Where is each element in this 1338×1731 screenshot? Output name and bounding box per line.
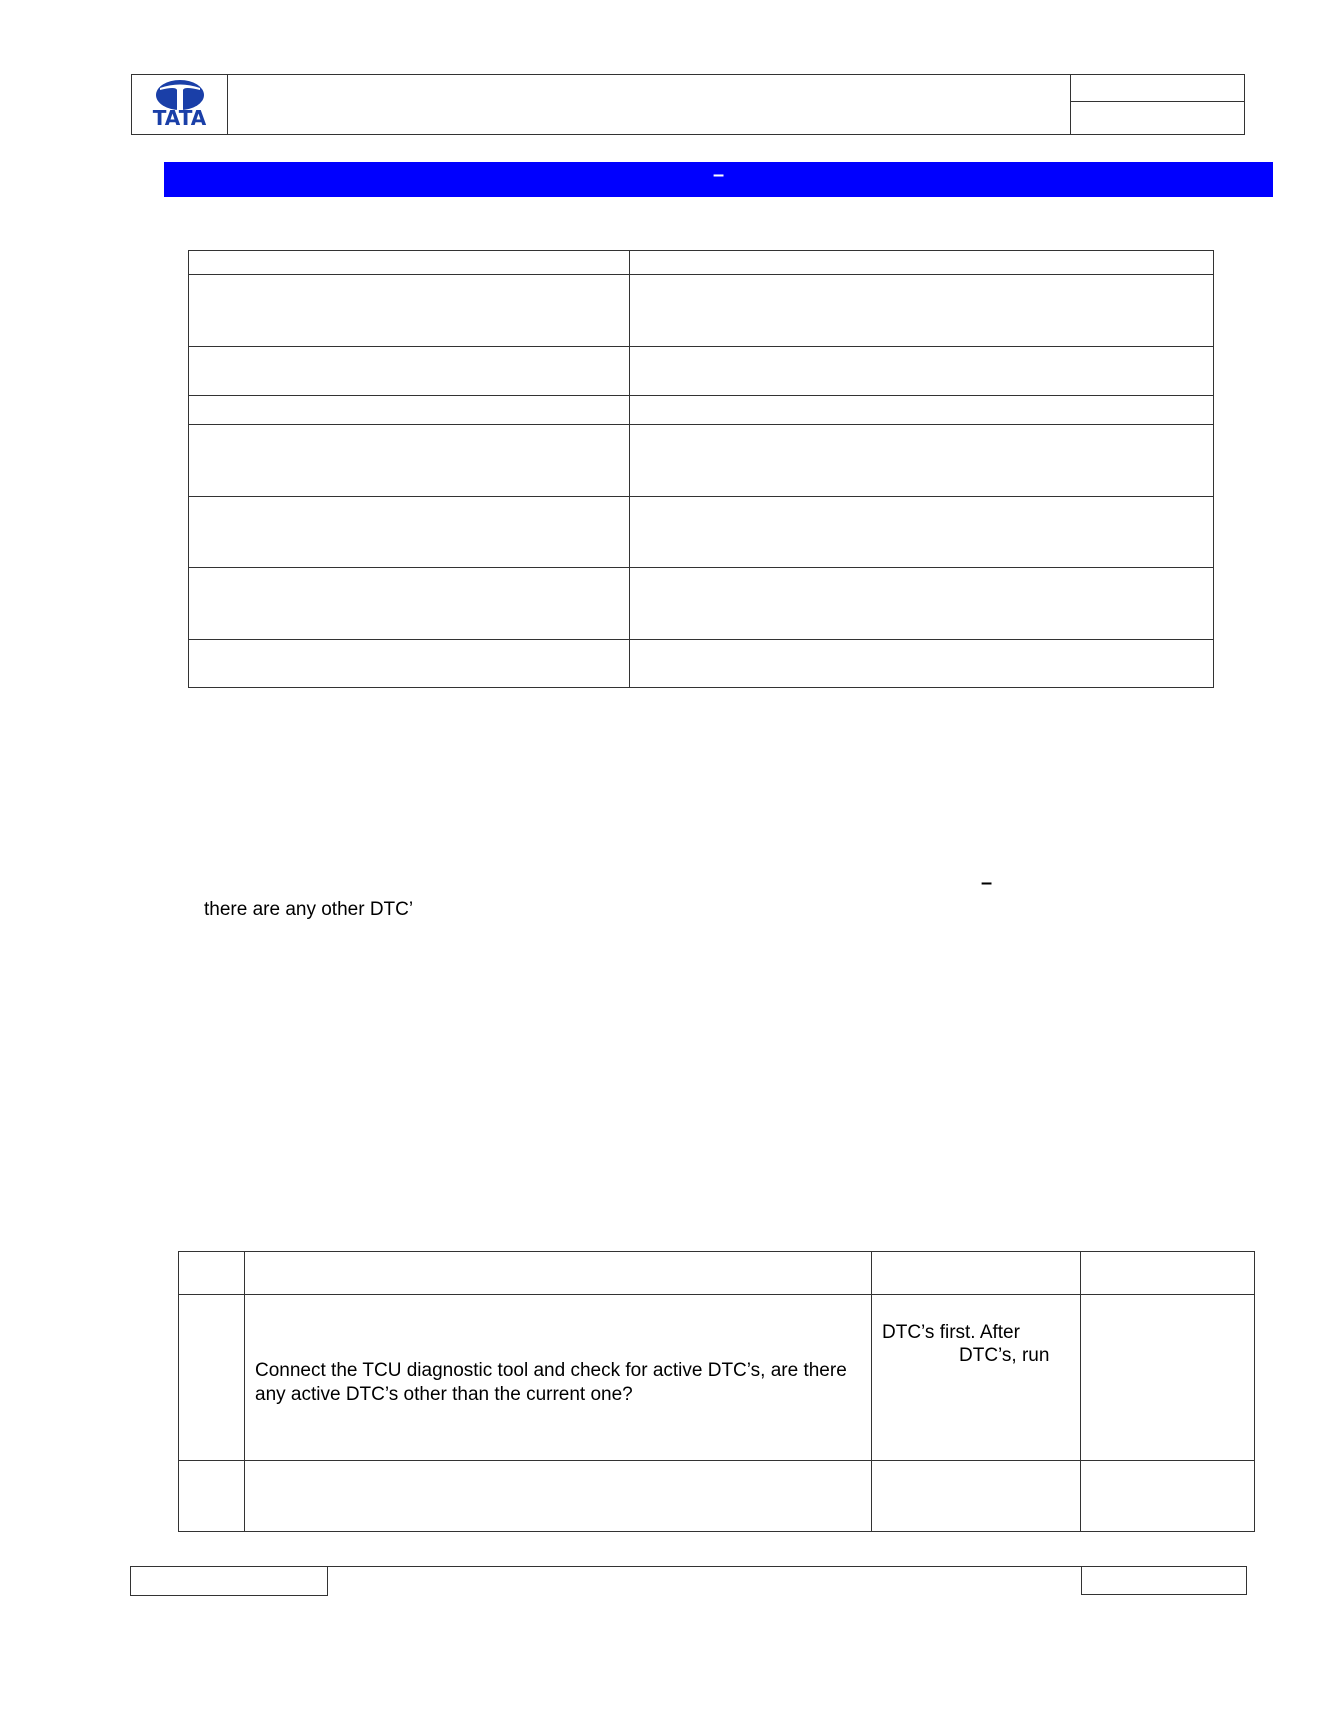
- banner-text: –: [712, 164, 725, 186]
- document-header: [131, 74, 1245, 135]
- table-row: [189, 396, 1214, 425]
- table-cell: [189, 347, 630, 396]
- table-cell: [872, 1252, 1081, 1295]
- step-question: Connect the TCU diagnostic tool and check for active DTC’s, are there any active DTC’s other than the current one?: [255, 1360, 847, 1405]
- yes-action-line: DTC’s first. After: [882, 1322, 1020, 1343]
- table-cell: [189, 568, 630, 640]
- table-cell: [245, 1461, 872, 1532]
- table-row: [189, 347, 1214, 396]
- section-banner: [164, 162, 1273, 197]
- table-cell: [630, 396, 1214, 425]
- info-table: [188, 250, 1214, 688]
- table-row: [179, 1461, 1255, 1532]
- yes-action-line: DTC’s, run: [959, 1345, 1050, 1366]
- table-cell: [189, 640, 630, 688]
- step-yes-cell: [872, 1295, 1081, 1461]
- table-cell: [630, 640, 1214, 688]
- table-row: [189, 275, 1214, 347]
- table-cell: [189, 396, 630, 425]
- logo-text: TATA: [152, 106, 207, 130]
- body-paragraph: there are any other DTC’: [204, 899, 414, 920]
- logo: [132, 75, 228, 134]
- table-cell: [630, 251, 1214, 275]
- table-cell: [245, 1252, 872, 1295]
- diagnostic-step-table: [178, 1251, 1255, 1532]
- table-cell: [179, 1461, 245, 1532]
- table-cell: [630, 568, 1214, 640]
- table-cell: [630, 347, 1214, 396]
- header-meta-divider: [1071, 101, 1244, 102]
- footer-right-box: [1081, 1566, 1247, 1595]
- table-cell: [872, 1461, 1081, 1532]
- header-meta-cell: [1070, 75, 1244, 134]
- table-cell: [189, 425, 630, 497]
- table-cell: [189, 251, 630, 275]
- table-cell: [189, 497, 630, 568]
- footer-left-box: [130, 1566, 328, 1596]
- table-cell: [630, 275, 1214, 347]
- table-row: [179, 1252, 1255, 1295]
- table-cell: [179, 1252, 245, 1295]
- table-cell: [630, 497, 1214, 568]
- table-cell: [189, 275, 630, 347]
- table-cell: [1081, 1461, 1255, 1532]
- table-row: [179, 1295, 1255, 1461]
- step-action-cell: [245, 1295, 872, 1461]
- table-row: [189, 251, 1214, 275]
- table-row: [189, 425, 1214, 497]
- footer-rule: [328, 1566, 1081, 1567]
- table-row: [189, 640, 1214, 688]
- table-row: [189, 497, 1214, 568]
- table-cell: [179, 1295, 245, 1461]
- table-cell: [1081, 1252, 1255, 1295]
- body-dash: –: [981, 872, 993, 894]
- step-no-cell: [1081, 1295, 1255, 1461]
- table-row: [189, 568, 1214, 640]
- table-cell: [630, 425, 1214, 497]
